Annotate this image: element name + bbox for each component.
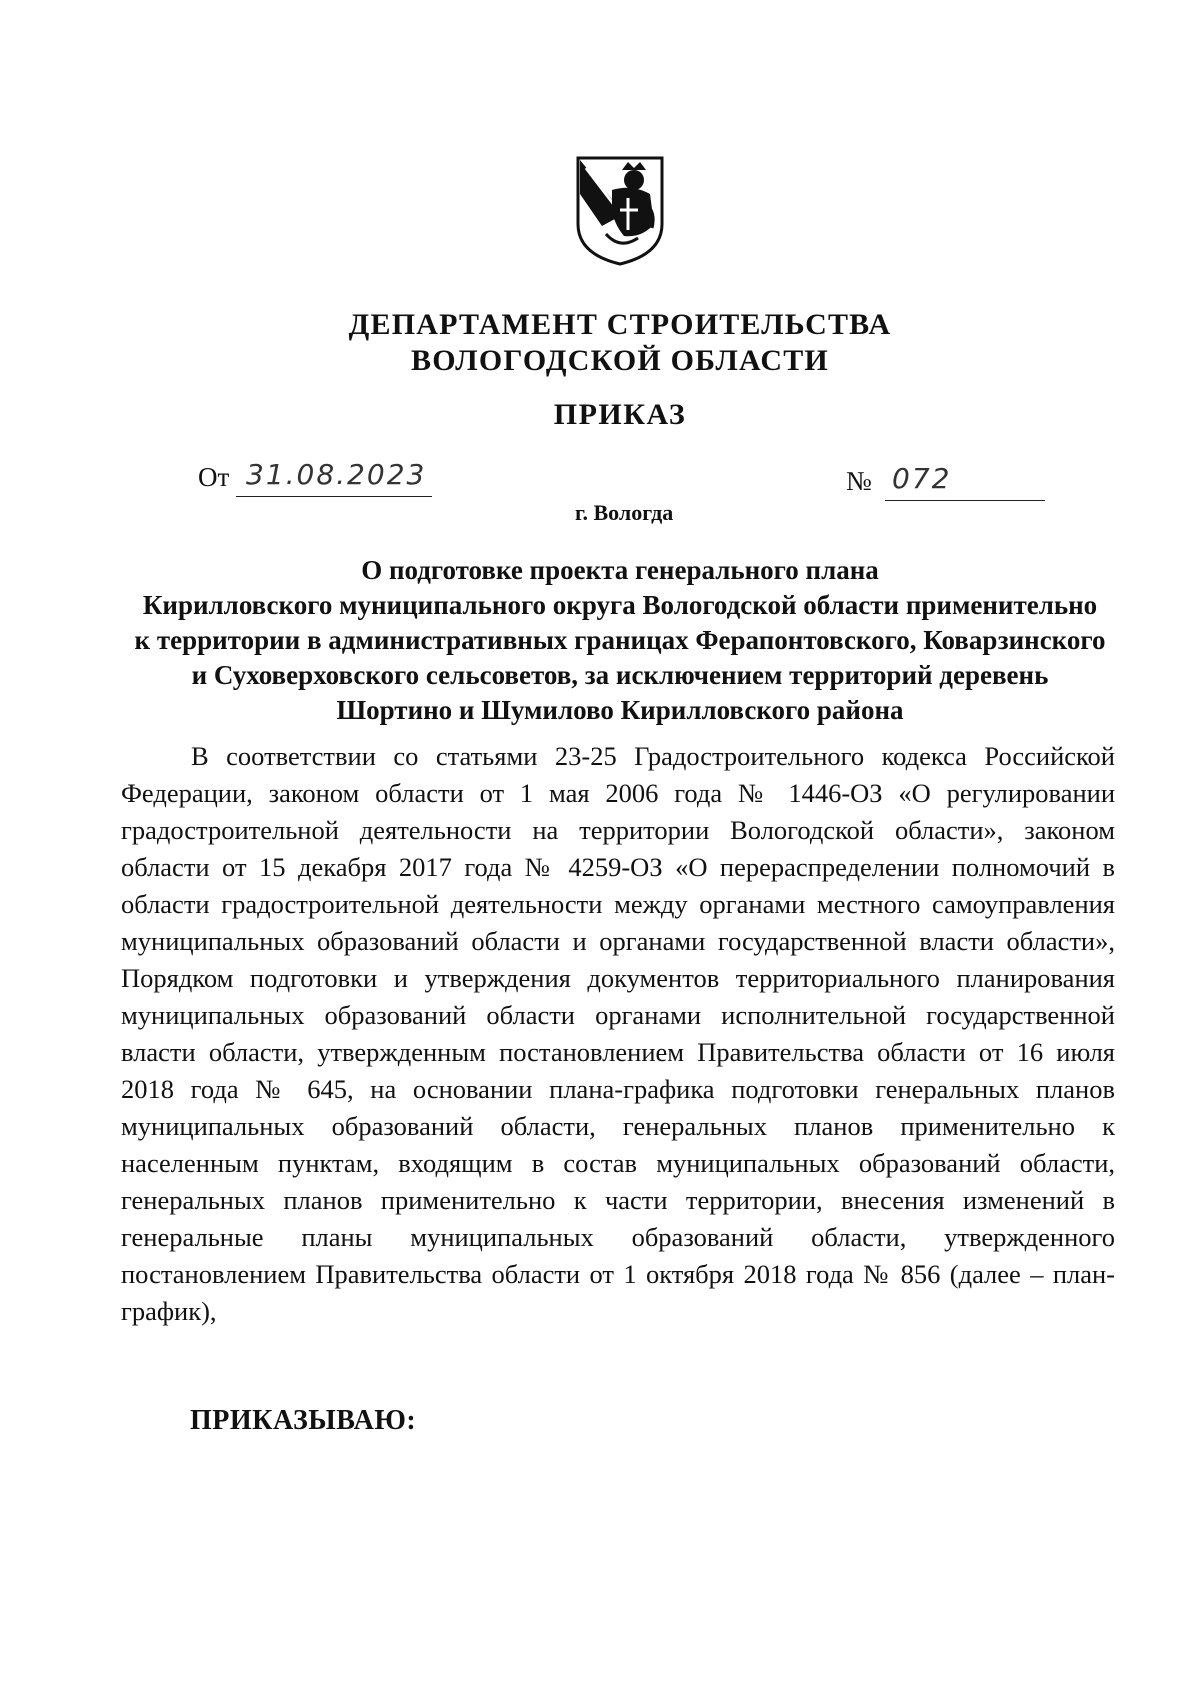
body-text-line: генеральных планов применительно к части территории, внесения изменений в	[121, 1185, 1115, 1215]
number-underline	[885, 500, 1045, 501]
body-text-line: градостроительной деятельности на территории Вологодской области», законом	[121, 815, 1115, 845]
body-text-line: В соответствии со статьями 23-25 Градостроительного кодекса Российской	[191, 741, 1115, 771]
body-text-line: муниципальных образований области органами исполнительной государственной	[121, 1000, 1115, 1030]
body-text-line: 2018 года № 645, на основании плана-графика подготовки генеральных планов	[121, 1074, 1115, 1104]
date-prefix: От	[198, 462, 230, 492]
date-value: 31.08.2023	[246, 458, 427, 491]
number-value: 072	[892, 462, 952, 495]
body-text-line: населенным пунктам, входящим в состав муниципальных образований области,	[121, 1148, 1115, 1178]
body-text-line: области градостроительной деятельности между органами местного самоуправления	[121, 889, 1115, 919]
subject-line: и Суховерховского сельсоветов, за исключением территорий деревень	[191, 660, 1049, 690]
body-text-line: муниципальных образований области и органами государственной власти области»,	[121, 926, 1115, 956]
body-text-line: генеральные планы муниципальных образований области, утвержденного	[121, 1222, 1115, 1252]
date-underline	[236, 496, 432, 497]
body-text-line: области от 15 декабря 2017 года № 4259-ОЗ «О перераспределении полномочий в	[121, 852, 1115, 882]
subject-line: к территории в административных границах Ферапонтовского, Коварзинского	[134, 625, 1106, 655]
document-type-title: ПРИКАЗ	[553, 398, 687, 431]
number-prefix: №	[846, 466, 872, 496]
body-text-line: Федерации, законом области от 1 мая 2006 года № 1446-ОЗ «О регулировании	[121, 778, 1115, 808]
subject-line: Шортино и Шумилово Кирилловского района	[336, 695, 904, 725]
body-text-line: муниципальных образований области, генеральных планов применительно к	[121, 1111, 1115, 1141]
body-text-line: власти области, утвержденным постановлением Правительства области от 16 июля	[121, 1037, 1115, 1067]
department-name-line2: ВОЛОГОДСКОЙ ОБЛАСТИ	[411, 344, 829, 377]
body-text-line: график),	[121, 1296, 217, 1326]
order-directive-word: ПРИКАЗЫВАЮ:	[190, 1405, 417, 1436]
body-text-line: Порядком подготовки и утверждения документов территориального планирования	[121, 963, 1115, 993]
subject-line: Кирилловского муниципального округа Вологодской области применительно	[142, 590, 1098, 620]
body-text-line: постановлением Правительства области от 1 октября 2018 года № 856 (далее – план-	[121, 1259, 1115, 1289]
subject-line: О подготовке проекта генерального плана	[361, 555, 879, 585]
city-name: г. Вологда	[575, 500, 674, 525]
department-name-line1: ДЕПАРТАМЕНТ СТРОИТЕЛЬСТВА	[348, 308, 892, 341]
coat-of-arms-icon	[572, 154, 668, 268]
